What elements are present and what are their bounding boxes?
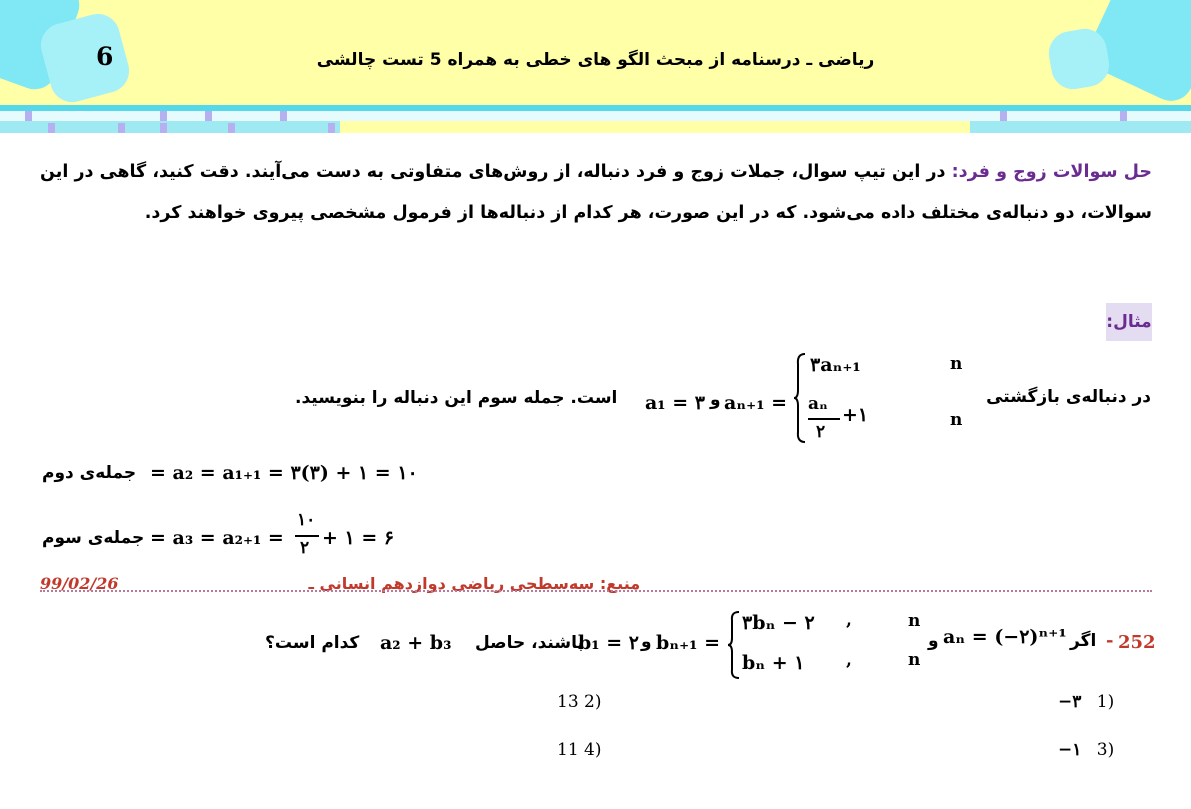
question-cond-2: n <box>908 650 921 670</box>
option-1-number: 1) <box>1096 692 1115 712</box>
question-b1: b₁ = ۲ <box>578 632 639 654</box>
option-2[interactable] <box>557 692 602 712</box>
question-expr: a₂ + b₃ <box>380 632 452 654</box>
option-3-value: −۱ <box>1058 740 1082 760</box>
brace-icon <box>793 352 807 444</box>
example-case-1: ۳aₙ₊₁ <box>810 354 861 376</box>
stripe-mark <box>160 111 167 121</box>
example-case-2-den: ۲ <box>816 422 826 442</box>
stripe-mark <box>160 123 167 133</box>
brace-icon <box>727 610 741 680</box>
option-3[interactable] <box>1058 740 1114 760</box>
stripe-mark <box>205 111 212 121</box>
header-stripe <box>0 111 1191 121</box>
question-and-2: و <box>641 632 652 652</box>
third-term-result: + ۱ = ۶ <box>322 527 395 549</box>
option-4-value: 11 <box>557 740 579 760</box>
question-an: aₙ = (−۲)ⁿ⁺¹ <box>943 626 1067 648</box>
question-comma-1: , <box>846 610 852 630</box>
third-term-label: جمله‌ی سوم <box>42 528 145 548</box>
question-and: و <box>928 631 939 651</box>
question-comma-2: , <box>846 650 852 670</box>
page-number: 6 <box>96 42 114 71</box>
option-1-value: −۳ <box>1058 692 1082 712</box>
example-prompt-end: است. جمله سوم این دنباله را بنویسید. <box>295 388 618 408</box>
third-term-den: ۲ <box>300 538 310 558</box>
header-stripe <box>340 121 970 133</box>
example-cond-2: n <box>950 410 963 430</box>
stripe-mark <box>328 123 335 133</box>
second-term-equation: = a₂ = a₁₊₁ = ۳(۳) + ۱ = ۱۰ <box>150 462 418 484</box>
lesson-heading: حل سوالات زوج و فرد: <box>951 162 1152 182</box>
question-text-end: کدام است؟ <box>265 633 360 653</box>
stripe-mark <box>118 123 125 133</box>
page-header <box>0 0 1191 105</box>
example-cond-1: n <box>950 354 963 374</box>
stripe-mark <box>228 123 235 133</box>
example-and: و <box>710 390 721 410</box>
question-cond-1: n <box>908 611 921 631</box>
example-lhs: aₙ₊₁ = <box>724 392 788 414</box>
option-1[interactable] <box>1058 692 1114 712</box>
question-case-2: bₙ + ۱ <box>742 652 805 674</box>
fraction-bar <box>295 535 319 537</box>
source-date: 99/02/26 <box>40 574 119 593</box>
source-label: منبع: سه‌سطحی ریاضی دوازدهم انسانی ـ <box>308 574 641 593</box>
example-prompt-start: در دنباله‌ی بازگشتی <box>986 387 1151 407</box>
question-dash: - <box>1106 630 1114 651</box>
option-2-number: 2) <box>584 692 602 712</box>
stripe-mark <box>280 111 287 121</box>
option-3-number: 3) <box>1096 740 1115 760</box>
stripe-mark <box>25 111 32 121</box>
question-bn: bₙ₊₁ = <box>656 632 721 654</box>
option-4[interactable] <box>557 740 602 760</box>
example-label: مثال: <box>1106 303 1152 341</box>
question-text-mid: باشند، حاصل <box>475 633 584 653</box>
question-number: 252 <box>1118 632 1156 653</box>
option-2-value: 13 <box>557 692 579 712</box>
example-a1: a₁ = ۳ <box>645 392 705 414</box>
option-4-number: 4) <box>584 740 602 760</box>
question-text-start: اگر <box>1070 631 1097 651</box>
example-case-2-plus: +۱ <box>842 404 869 426</box>
question-case-1: ۳bₙ − ۲ <box>742 612 815 634</box>
third-term-equation: = a₃ = a₂₊₁ = <box>150 527 284 549</box>
third-term-num: ۱۰ <box>297 510 316 530</box>
stripe-mark <box>1120 111 1127 121</box>
example-case-2-num: aₙ <box>808 394 828 414</box>
lesson-paragraph <box>40 152 1152 234</box>
lesson-body: در این تیپ سوال، جملات زوج و فرد دنباله، از روش‌های متفاوتی به دست می‌آیند. دقت کنید، گاهی در این سوالات، دو دنباله‌ی مختلف داده می‌شود. که در این صورت، هر کدام از دنباله‌ها از فرمول مشخصی پیروی خواهند کرد. <box>40 162 1152 223</box>
page-title: ریاضی ـ درسنامه از مبحث الگو های خطی به همراه 5 تست چالشی <box>316 50 875 70</box>
stripe-mark <box>48 123 55 133</box>
stripe-mark <box>1000 111 1007 121</box>
second-term-label: جمله‌ی دوم <box>42 463 137 483</box>
fraction-bar <box>808 418 840 420</box>
divider <box>40 590 1152 592</box>
